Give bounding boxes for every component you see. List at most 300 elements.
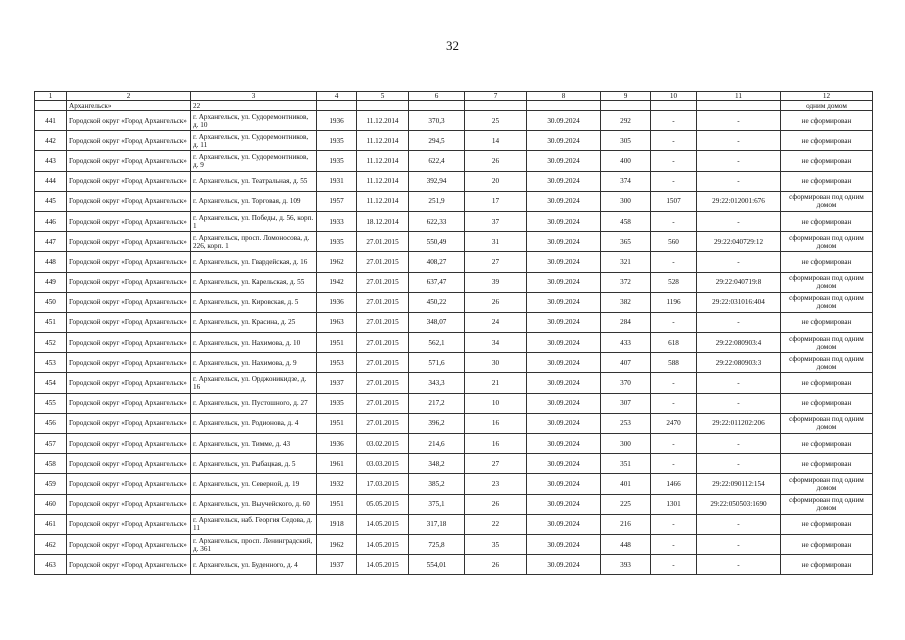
table-cell: г. Архангельск, ул. Нахимова, д. 9: [191, 353, 317, 373]
table-cell: Городской округ «Город Архангельск»: [67, 292, 191, 312]
table-cell: Городской округ «Город Архангельск»: [67, 191, 191, 211]
table-cell: -: [697, 434, 781, 454]
table-cell: 14.05.2015: [357, 534, 409, 554]
table-cell: 27.01.2015: [357, 373, 409, 393]
table-cell: сформирован под одним домом: [781, 333, 873, 353]
table-cell: 447: [35, 232, 67, 252]
table-cell: 18.12.2014: [357, 211, 409, 231]
table-cell: одним домом: [781, 101, 873, 111]
table-cell: [357, 101, 409, 111]
table-cell: -: [697, 131, 781, 151]
table-cell: 351: [601, 454, 651, 474]
table-cell: -: [651, 111, 697, 131]
table-cell: 31: [465, 232, 527, 252]
table-cell: 1935: [317, 393, 357, 413]
table-cell: 1951: [317, 413, 357, 433]
table-row: [35, 312, 873, 332]
table-cell: сформирован под одним домом: [781, 353, 873, 373]
table-cell: г. Архангельск, ул. Выучейского, д. 60: [191, 494, 317, 514]
table-cell: 30.09.2024: [527, 454, 601, 474]
table-cell: не сформирован: [781, 555, 873, 575]
table-cell: 622,33: [409, 211, 465, 231]
table-cell: 571,6: [409, 353, 465, 373]
table-cell: 1301: [651, 494, 697, 514]
table-cell: -: [651, 312, 697, 332]
table-cell: 401: [601, 474, 651, 494]
table-cell: не сформирован: [781, 171, 873, 191]
table-cell: 385,2: [409, 474, 465, 494]
table-cell: не сформирован: [781, 514, 873, 534]
table-cell: -: [651, 373, 697, 393]
table-cell: 343,3: [409, 373, 465, 393]
table-cell: 17: [465, 191, 527, 211]
table-cell: -: [651, 514, 697, 534]
table-row: [35, 494, 873, 514]
table-cell: 27.01.2015: [357, 413, 409, 433]
table-cell: -: [651, 393, 697, 413]
table-cell: 1935: [317, 151, 357, 171]
table-row: [35, 434, 873, 454]
table-cell: 300: [601, 434, 651, 454]
table-cell: г. Архангельск, ул. Судоремонтников, д. 9: [191, 151, 317, 171]
table-cell: 307: [601, 393, 651, 413]
table-cell: 1932: [317, 474, 357, 494]
table-cell: 396,2: [409, 413, 465, 433]
table-cell: 17.03.2015: [357, 474, 409, 494]
table-cell: 23: [465, 474, 527, 494]
table-cell: 30.09.2024: [527, 333, 601, 353]
houses-table: [34, 91, 873, 575]
table-cell: 374: [601, 171, 651, 191]
table-cell: Городской округ «Город Архангельск»: [67, 131, 191, 151]
table-cell: 27.01.2015: [357, 252, 409, 272]
table-cell: не сформирован: [781, 312, 873, 332]
table-cell: Городской округ «Город Архангельск»: [67, 111, 191, 131]
table-cell: 284: [601, 312, 651, 332]
table-cell: -: [697, 514, 781, 534]
table-cell: 29:22:012001:676: [697, 191, 781, 211]
table-cell: Архангельск»: [67, 101, 191, 111]
table-cell: 457: [35, 434, 67, 454]
table-cell: 372: [601, 272, 651, 292]
table-cell: 453: [35, 353, 67, 373]
table-cell: 30.09.2024: [527, 171, 601, 191]
table-cell: -: [651, 454, 697, 474]
table-cell: г. Архангельск, просп. Ломоносова, д. 226, корп. 1: [191, 232, 317, 252]
table-cell: 451: [35, 312, 67, 332]
table-cell: 393: [601, 555, 651, 575]
table-cell: 445: [35, 191, 67, 211]
table-cell: 5: [357, 92, 409, 101]
table-cell: [601, 101, 651, 111]
table-cell: Городской округ «Город Архангельск»: [67, 232, 191, 252]
table-cell: г. Архангельск, наб. Георгия Седова, д. 11: [191, 514, 317, 534]
table-row: [35, 373, 873, 393]
table-cell: 30.09.2024: [527, 111, 601, 131]
table-cell: 30.09.2024: [527, 312, 601, 332]
table-cell: не сформирован: [781, 151, 873, 171]
table-cell: -: [697, 111, 781, 131]
table-cell: 11.12.2014: [357, 151, 409, 171]
table-cell: 375,1: [409, 494, 465, 514]
table-cell: 449: [35, 272, 67, 292]
table-cell: 30.09.2024: [527, 232, 601, 252]
table-cell: 29:22:090112:154: [697, 474, 781, 494]
table-row: [35, 171, 873, 191]
table-cell: -: [697, 252, 781, 272]
table-cell: -: [651, 151, 697, 171]
table-cell: 30.09.2024: [527, 534, 601, 554]
table-cell: [409, 101, 465, 111]
table-cell: 382: [601, 292, 651, 312]
table-cell: 300: [601, 191, 651, 211]
table-cell: 305: [601, 131, 651, 151]
table-cell: 6: [409, 92, 465, 101]
table-cell: 433: [601, 333, 651, 353]
table-cell: 1961: [317, 454, 357, 474]
table-cell: 30.09.2024: [527, 252, 601, 272]
table-cell: [697, 101, 781, 111]
table-row: [35, 454, 873, 474]
table-row: [35, 393, 873, 413]
table-cell: 370: [601, 373, 651, 393]
table-cell: 1935: [317, 232, 357, 252]
table-cell: 1507: [651, 191, 697, 211]
table-row: [35, 272, 873, 292]
table-cell: -: [697, 211, 781, 231]
table-row: [35, 292, 873, 312]
table-cell: 1951: [317, 494, 357, 514]
table-cell: [527, 101, 601, 111]
table-cell: 34: [465, 333, 527, 353]
table-cell: 348,2: [409, 454, 465, 474]
table-cell: 16: [465, 413, 527, 433]
table-cell: 03.03.2015: [357, 454, 409, 474]
table-cell: Городской округ «Город Архангельск»: [67, 151, 191, 171]
table-cell: 29:22:080903:4: [697, 333, 781, 353]
table-cell: -: [697, 151, 781, 171]
table-cell: 1937: [317, 555, 357, 575]
table-cell: не сформирован: [781, 373, 873, 393]
table-row: [35, 514, 873, 534]
table-cell: 27.01.2015: [357, 272, 409, 292]
table-row: [35, 131, 873, 151]
table-cell: 10: [651, 92, 697, 101]
table-cell: 30.09.2024: [527, 131, 601, 151]
table-cell: 443: [35, 151, 67, 171]
table-cell: Городской округ «Город Архангельск»: [67, 494, 191, 514]
table-cell: 30.09.2024: [527, 555, 601, 575]
table-cell: 455: [35, 393, 67, 413]
table-cell: г. Архангельск, ул. Театральная, д. 55: [191, 171, 317, 191]
table-cell: 3: [191, 92, 317, 101]
table-cell: 30.09.2024: [527, 373, 601, 393]
table-cell: 27.01.2015: [357, 292, 409, 312]
table-cell: 408,27: [409, 252, 465, 272]
table-cell: г. Архангельск, ул. Кировская, д. 5: [191, 292, 317, 312]
table-cell: 11.12.2014: [357, 111, 409, 131]
table-cell: [317, 101, 357, 111]
table-cell: 217,2: [409, 393, 465, 413]
table-cell: 30.09.2024: [527, 353, 601, 373]
table-cell: 462: [35, 534, 67, 554]
table-row: [35, 191, 873, 211]
table-cell: -: [651, 555, 697, 575]
table-cell: Городской округ «Город Архангельск»: [67, 333, 191, 353]
table-cell: сформирован под одним домом: [781, 272, 873, 292]
table-cell: 400: [601, 151, 651, 171]
table-cell: 452: [35, 333, 67, 353]
table-cell: 37: [465, 211, 527, 231]
table-cell: г. Архангельск, ул. Победы, д. 56, корп. 1: [191, 211, 317, 231]
table-cell: 30.09.2024: [527, 151, 601, 171]
table-cell: 24: [465, 312, 527, 332]
table-cell: 27.01.2015: [357, 312, 409, 332]
table-cell: Городской округ «Город Архангельск»: [67, 353, 191, 373]
table-cell: 1962: [317, 252, 357, 272]
table-cell: -: [651, 131, 697, 151]
table-cell: 225: [601, 494, 651, 514]
table-cell: 27.01.2015: [357, 353, 409, 373]
table-cell: 1918: [317, 514, 357, 534]
table-cell: -: [651, 534, 697, 554]
table-cell: 30.09.2024: [527, 474, 601, 494]
table-cell: Городской округ «Город Архангельск»: [67, 514, 191, 534]
table-cell: сформирован под одним домом: [781, 474, 873, 494]
table-row: [35, 474, 873, 494]
table-cell: не сформирован: [781, 252, 873, 272]
table-row: [35, 413, 873, 433]
table-cell: 637,47: [409, 272, 465, 292]
table-cell: г. Архангельск, ул. Судоремонтников, д. 10: [191, 111, 317, 131]
table-cell: Городской округ «Город Архангельск»: [67, 272, 191, 292]
table-cell: 450,22: [409, 292, 465, 312]
table-cell: -: [651, 211, 697, 231]
table-cell: 459: [35, 474, 67, 494]
table-cell: 1933: [317, 211, 357, 231]
table-cell: Городской округ «Город Архангельск»: [67, 413, 191, 433]
table-cell: 27.01.2015: [357, 333, 409, 353]
table-cell: 458: [35, 454, 67, 474]
table-cell: 29:22:080903:3: [697, 353, 781, 373]
table-cell: -: [651, 171, 697, 191]
table-cell: -: [697, 454, 781, 474]
table-cell: 20: [465, 171, 527, 191]
table-cell: 450: [35, 292, 67, 312]
table-cell: 1936: [317, 434, 357, 454]
table-cell: 1957: [317, 191, 357, 211]
table-cell: 251,9: [409, 191, 465, 211]
table-cell: не сформирован: [781, 393, 873, 413]
table-cell: 392,94: [409, 171, 465, 191]
table-cell: 16: [465, 434, 527, 454]
table-cell: 1936: [317, 292, 357, 312]
table-cell: Городской округ «Город Архангельск»: [67, 211, 191, 231]
table-cell: Городской округ «Город Архангельск»: [67, 534, 191, 554]
table-row: [35, 353, 873, 373]
table-cell: 9: [601, 92, 651, 101]
table-cell: 14: [465, 131, 527, 151]
table-cell: 446: [35, 211, 67, 231]
table-cell: Городской округ «Город Архангельск»: [67, 252, 191, 272]
table-cell: 30: [465, 353, 527, 373]
table-cell: 1951: [317, 333, 357, 353]
table-cell: Городской округ «Город Архангельск»: [67, 555, 191, 575]
table-cell: 03.02.2015: [357, 434, 409, 454]
table-cell: 25: [465, 111, 527, 131]
table-cell: 1962: [317, 534, 357, 554]
table-cell: 27.01.2015: [357, 232, 409, 252]
table-cell: не сформирован: [781, 111, 873, 131]
table-cell: не сформирован: [781, 131, 873, 151]
table-cell: 11.12.2014: [357, 171, 409, 191]
table-cell: 30.09.2024: [527, 211, 601, 231]
table-row: [35, 151, 873, 171]
table-cell: 321: [601, 252, 651, 272]
table-cell: Городской округ «Город Архангельск»: [67, 474, 191, 494]
table-cell: 348,07: [409, 312, 465, 332]
page-number: 32: [446, 38, 459, 53]
table-cell: 26: [465, 494, 527, 514]
table-cell: не сформирован: [781, 454, 873, 474]
table-cell: г. Архангельск, ул. Рыбацкая, д. 5: [191, 454, 317, 474]
table-cell: -: [697, 393, 781, 413]
table-cell: [651, 101, 697, 111]
table-cell: сформирован под одним домом: [781, 494, 873, 514]
table-cell: 528: [651, 272, 697, 292]
table-body: [35, 92, 873, 575]
table-row: [35, 211, 873, 231]
table-cell: 26: [465, 555, 527, 575]
table-cell: 11: [697, 92, 781, 101]
table-cell: 30.09.2024: [527, 292, 601, 312]
table-cell: 560: [651, 232, 697, 252]
table-cell: 1931: [317, 171, 357, 191]
table-cell: сформирован под одним домом: [781, 413, 873, 433]
table-row: [35, 534, 873, 554]
table-cell: 444: [35, 171, 67, 191]
table-cell: 461: [35, 514, 67, 534]
table-cell: 30.09.2024: [527, 272, 601, 292]
table-cell: 370,3: [409, 111, 465, 131]
table-cell: 292: [601, 111, 651, 131]
table-cell: 29:22:031016:404: [697, 292, 781, 312]
table-cell: Городской округ «Город Архангельск»: [67, 454, 191, 474]
table-cell: г. Архангельск, ул. Судоремонтников, д. 11: [191, 131, 317, 151]
table-header-row: [35, 92, 873, 101]
table-cell: Городской округ «Город Архангельск»: [67, 312, 191, 332]
table-cell: г. Архангельск, ул. Буденного, д. 4: [191, 555, 317, 575]
table-cell: 1937: [317, 373, 357, 393]
table-cell: Городской округ «Город Архангельск»: [67, 434, 191, 454]
table-cell: 294,5: [409, 131, 465, 151]
table-cell: 27: [465, 454, 527, 474]
table-cell: 454: [35, 373, 67, 393]
table-cell: 460: [35, 494, 67, 514]
table-cell: 11.12.2014: [357, 131, 409, 151]
table-row: [35, 555, 873, 575]
table-cell: г. Архангельск, ул. Орджоникидзе, д. 16: [191, 373, 317, 393]
table-cell: г. Архангельск, ул. Красина, д. 25: [191, 312, 317, 332]
table-cell: [35, 101, 67, 111]
table-cell: 448: [35, 252, 67, 272]
table-cell: 317,18: [409, 514, 465, 534]
table-cell: 05.05.2015: [357, 494, 409, 514]
table-cell: 1942: [317, 272, 357, 292]
table-cell: 618: [651, 333, 697, 353]
table-cell: -: [651, 434, 697, 454]
table-cell: 2: [67, 92, 191, 101]
table-cell: 29:22:040719:8: [697, 272, 781, 292]
table-cell: 448: [601, 534, 651, 554]
table-cell: 39: [465, 272, 527, 292]
table-cell: 30.09.2024: [527, 434, 601, 454]
table-cell: сформирован под одним домом: [781, 232, 873, 252]
table-cell: 4: [317, 92, 357, 101]
table-cell: 12: [781, 92, 873, 101]
table-cell: 456: [35, 413, 67, 433]
table-row: [35, 252, 873, 272]
table-cell: г. Архангельск, ул. Тимме, д. 43: [191, 434, 317, 454]
table-cell: 365: [601, 232, 651, 252]
table-cell: 562,1: [409, 333, 465, 353]
table-cell: 11.12.2014: [357, 191, 409, 211]
table-cell: 407: [601, 353, 651, 373]
table-row: [35, 111, 873, 131]
table-cell: 14.05.2015: [357, 514, 409, 534]
table-cell: Городской округ «Город Архангельск»: [67, 393, 191, 413]
table-cell: г. Архангельск, просп. Ленинградский, д. 361: [191, 534, 317, 554]
table-cell: 26: [465, 292, 527, 312]
table-cell: 216: [601, 514, 651, 534]
table-cell: сформирован под одним домом: [781, 292, 873, 312]
table-cell: 29:22:050503:1690: [697, 494, 781, 514]
table-cell: 30.09.2024: [527, 514, 601, 534]
table-cell: 463: [35, 555, 67, 575]
table-cell: г. Архангельск, ул. Родионова, д. 4: [191, 413, 317, 433]
table-cell: [465, 101, 527, 111]
table-cell: 22: [465, 514, 527, 534]
table-cell: -: [651, 252, 697, 272]
table-cell: г. Архангельск, ул. Гвардейская, д. 16: [191, 252, 317, 272]
table-cell: 1935: [317, 131, 357, 151]
table-cell: 7: [465, 92, 527, 101]
table-cell: 2470: [651, 413, 697, 433]
table-cell: 10: [465, 393, 527, 413]
table-cell: 554,01: [409, 555, 465, 575]
table-cell: 1466: [651, 474, 697, 494]
table-cell: г. Архангельск, ул. Карельская, д. 55: [191, 272, 317, 292]
table-cell: 27: [465, 252, 527, 272]
table-row: [35, 333, 873, 353]
table-cell: 1963: [317, 312, 357, 332]
table-cell: 29:22:040729:12: [697, 232, 781, 252]
table-cell: 30.09.2024: [527, 413, 601, 433]
table-cell: 8: [527, 92, 601, 101]
table-cell: 1196: [651, 292, 697, 312]
table-cell: 30.09.2024: [527, 191, 601, 211]
table-cell: не сформирован: [781, 211, 873, 231]
table-cell: 30.09.2024: [527, 494, 601, 514]
table-cell: 588: [651, 353, 697, 373]
table-cell: 458: [601, 211, 651, 231]
table-cell: 1953: [317, 353, 357, 373]
table-continuation-row: [35, 101, 873, 111]
table-cell: сформирован под одним домом: [781, 191, 873, 211]
table-cell: 253: [601, 413, 651, 433]
table-row: [35, 232, 873, 252]
table-cell: -: [697, 373, 781, 393]
